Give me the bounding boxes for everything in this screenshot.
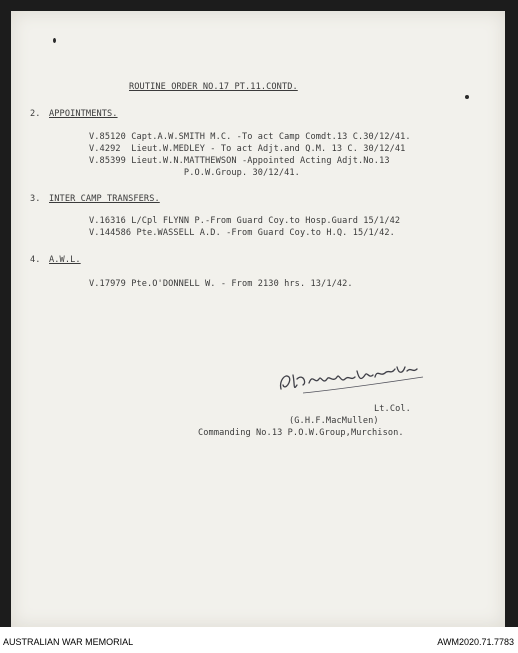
- signatory-position: Commanding No.13 P.O.W.Group,Murchison.: [198, 428, 404, 438]
- signatory-name: (G.H.F.MacMullen): [289, 416, 379, 426]
- entry-line: V.144586 Pte.WASSELL A.D. -From Guard Coy.to H.Q. 15/1/42.: [89, 228, 395, 238]
- entry-line: V.16316 L/Cpl FLYNN P.-From Guard Coy.to Hosp.Guard 15/1/42: [89, 216, 401, 226]
- ink-speck: [465, 95, 469, 99]
- entry-line: P.O.W.Group. 30/12/41.: [89, 168, 300, 178]
- section-heading-appointments: APPOINTMENTS.: [49, 109, 118, 119]
- section-number: 3.: [30, 194, 41, 204]
- archive-footer: [0, 627, 518, 653]
- document-page: [11, 11, 505, 627]
- entry-line: V.17979 Pte.O'DONNELL W. - From 2130 hrs. 13/1/42.: [89, 279, 353, 289]
- accession-number: AWM2020.71.7783: [437, 637, 514, 647]
- section-heading-awl: A.W.L.: [49, 255, 81, 265]
- entry-line: V.85399 Lieut.W.N.MATTHEWSON -Appointed Acting Adjt.No.13: [89, 156, 390, 166]
- handwritten-signature: [273, 355, 443, 397]
- archive-name: AUSTRALIAN WAR MEMORIAL: [3, 637, 134, 647]
- section-number: 4.: [30, 255, 41, 265]
- order-title-text: ROUTINE ORDER NO.17 PT.11.CONTD.: [129, 82, 298, 92]
- entry-line: V.4292 Lieut.W.MEDLEY - To act Adjt.and Q.M. 13 C. 30/12/41: [89, 144, 406, 154]
- signatory-rank: Lt.Col.: [374, 404, 411, 414]
- section-heading-transfers: INTER CAMP TRANSFERS.: [49, 194, 160, 204]
- entry-line: V.85120 Capt.A.W.SMITH M.C. -To act Camp Comdt.13 C.30/12/41.: [89, 132, 411, 142]
- ink-speck: [53, 38, 56, 43]
- section-number: 2.: [30, 109, 41, 119]
